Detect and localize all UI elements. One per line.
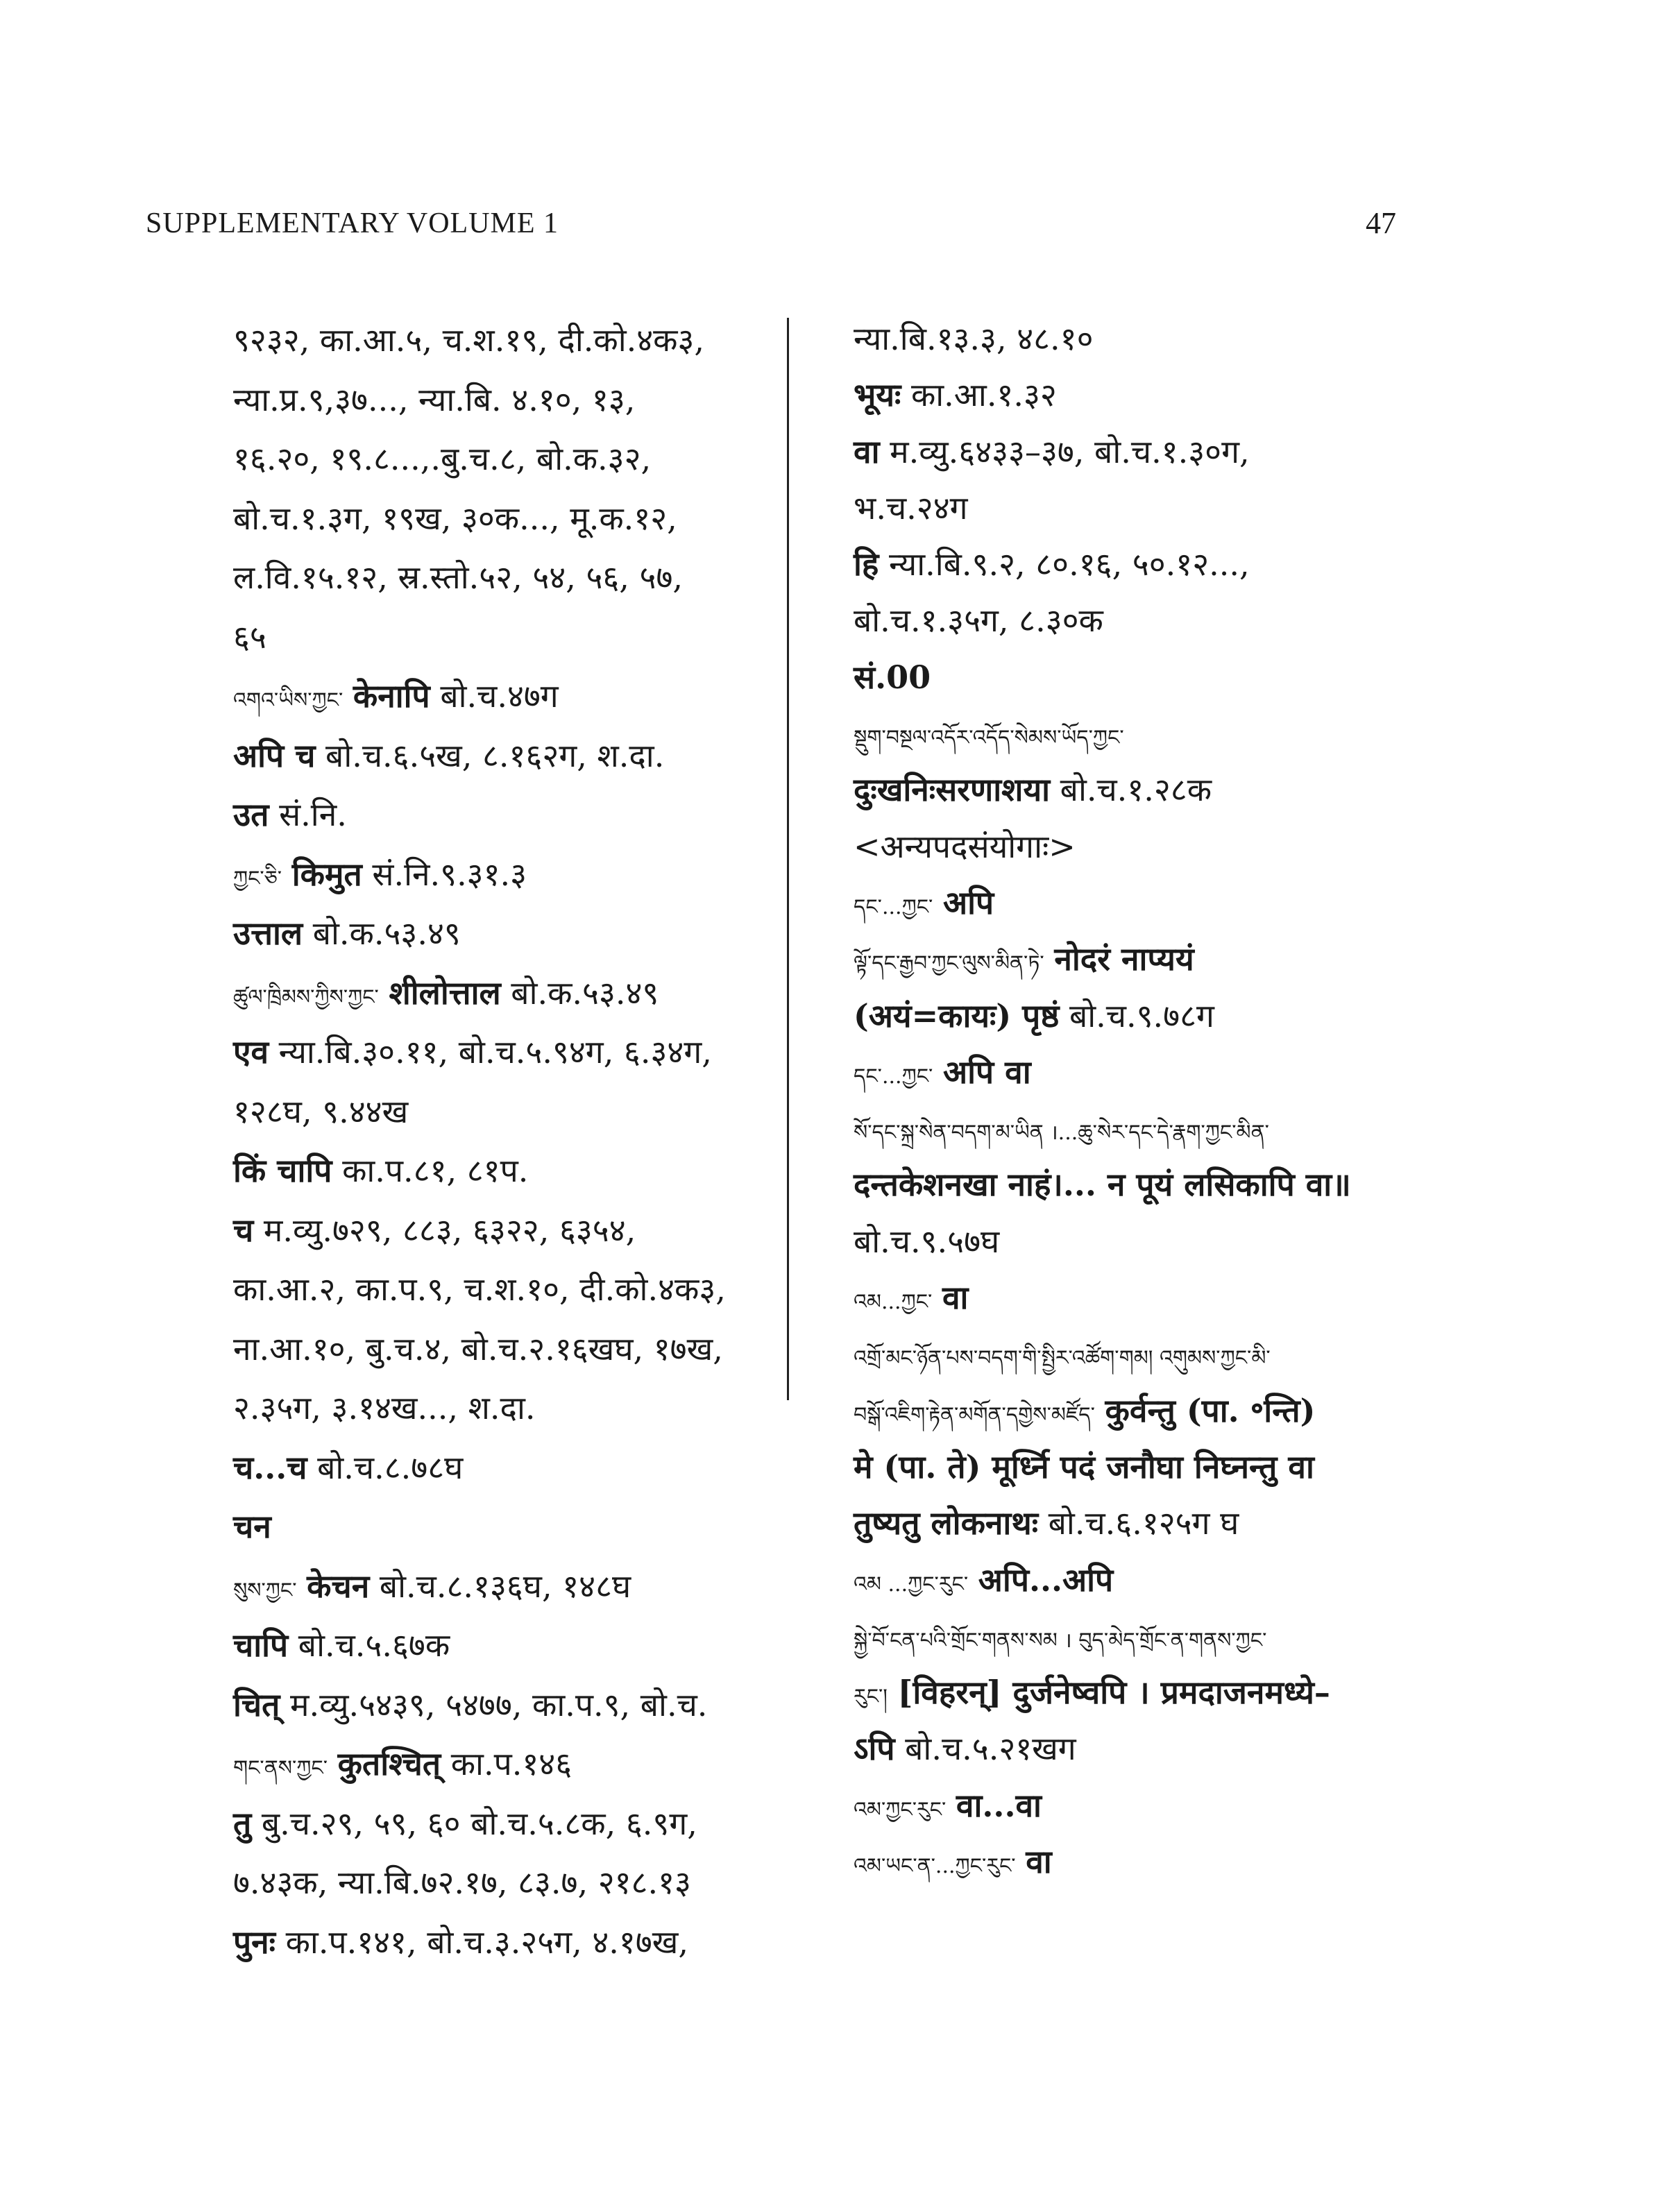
reference: बो.च.९.७८ग xyxy=(1069,996,1214,1035)
reference: न्या.बि.९.२, ८०.१६, ५०.१२..., xyxy=(888,545,1250,584)
entry-line xyxy=(233,1557,774,1617)
entry-line xyxy=(854,311,1464,367)
reference: ९२३२, का.आ.५, च.श.१९, दी.को.४क३, xyxy=(233,321,705,359)
entry-line xyxy=(854,480,1464,536)
headword: उत्ताल xyxy=(233,914,303,952)
reference: बो.च.५.२१खग xyxy=(905,1730,1076,1768)
reference: १२८घ, ९.४४ख xyxy=(233,1092,409,1130)
entry-line xyxy=(233,1616,774,1676)
reference: ना.आ.१०, बु.च.४, बो.च.२.१६खघ, १७ख, xyxy=(233,1329,723,1368)
entry-line xyxy=(233,964,774,1023)
entry-line xyxy=(233,548,774,608)
headword: तु xyxy=(233,1804,252,1842)
entry-line xyxy=(233,1735,774,1794)
headword: चन xyxy=(233,1508,271,1545)
headword: कुतश्चित् xyxy=(337,1745,441,1783)
headword: नोदरं नाप्ययं xyxy=(1054,940,1194,978)
headword: वा...वा xyxy=(956,1786,1042,1824)
tibetan-text: སྐྱེ་བོ་ངན་པའི་གྲོང་གནས་སམ । བུད་མེད་གྲོང་ན་གནས་ཀྱང་ xyxy=(854,1628,1267,1653)
headword: अपि...अपि xyxy=(978,1560,1114,1599)
entry-line xyxy=(233,608,774,667)
reference: बो.च.४७ग xyxy=(440,677,559,715)
running-head: SUPPLEMENTARY VOLUME 1 xyxy=(146,207,559,239)
headword: वा xyxy=(1026,1843,1052,1881)
reference: १६.२०, १९.८...,.बु.च.८, बो.क.३२, xyxy=(233,440,652,477)
reference: बो.च.८.१३६घ, १४८घ xyxy=(379,1567,631,1605)
entry-line xyxy=(854,1439,1464,1495)
headword: पुनः xyxy=(233,1923,275,1961)
reference: न्या.बि.१३.३, ४८.१० xyxy=(854,320,1094,357)
headword: अपि च xyxy=(233,736,316,774)
headword: चित् xyxy=(233,1685,280,1724)
entry-line xyxy=(233,1676,774,1735)
tibetan-text: སྡུག་བསྔལ་འདོར་འདོད་སེམས་ཡོད་ཀྱང་ xyxy=(854,726,1124,751)
entry-line xyxy=(854,1834,1464,1890)
entry-line xyxy=(233,1023,774,1082)
entry-line xyxy=(854,875,1464,931)
tibetan-text: སོ་དང་སྐྲ་སེན་བདག་མ་ཡིན ।...ཆུ་སེར་དང་དེ་རྣག་ཀྱང་མིན་ xyxy=(854,1121,1269,1146)
headword: च...च xyxy=(233,1448,307,1486)
reference: बो.च.६.५ख, ८.१६२ग, श.दा. xyxy=(325,736,665,774)
headword: वा xyxy=(942,1279,969,1317)
entry-line xyxy=(854,1326,1464,1382)
entry-line xyxy=(233,904,774,964)
tibetan-text: རུང་། xyxy=(854,1685,888,1710)
entry-line xyxy=(233,429,774,489)
headword: अपि वा xyxy=(942,1053,1031,1091)
entry-line xyxy=(854,762,1464,818)
reference: ७.४३क, न्या.बि.७२.१७, ८३.७, २१८.१३ xyxy=(233,1864,691,1901)
entry-line xyxy=(854,1157,1464,1213)
entry-line xyxy=(233,1794,774,1854)
entry-line xyxy=(854,1778,1464,1834)
tibetan-text: འམ...ཀྱང་ xyxy=(854,1290,933,1315)
entry-line xyxy=(233,1082,774,1142)
entry-line xyxy=(854,424,1464,480)
headword: किमुत xyxy=(291,855,362,893)
entry-line xyxy=(233,1853,774,1913)
tibetan-text: འགྲོ་མང་ཉོན་པས་བདག་གི་སྤྱིར་འཚོག་གམ། འགུམས་ཀྱང་མི་ xyxy=(854,1346,1271,1371)
entry-line xyxy=(854,1270,1464,1326)
reference: का.आ.२, का.प.९, च.श.१०, दी.को.४क३, xyxy=(233,1270,726,1308)
entry-line xyxy=(233,1913,774,1973)
entry-line xyxy=(854,706,1464,762)
reference: म.व्यु.६४३३–३७, बो.च.१.३०ग, xyxy=(890,432,1250,470)
tibetan-text: འམ་ཡང་ན་...ཀྱང་རུང་ xyxy=(854,1854,1016,1879)
entry-line xyxy=(233,1379,774,1438)
reference: न्या.बि.३०.११, बो.च.५.९४ग, ६.३४ग, xyxy=(278,1033,712,1071)
tibetan-text: འམ ...ཀྱང་རུང་ xyxy=(854,1572,969,1597)
reference: बु.च.२९, ५९, ६० बो.च.५.८क, ६.९ग, xyxy=(261,1804,697,1842)
headword: दुःखनिःसरणाशया xyxy=(854,771,1051,809)
headword: (अयं=कायः) पृष्ठं xyxy=(854,996,1060,1035)
entry-line xyxy=(233,311,774,371)
entry-line xyxy=(233,1201,774,1261)
entry-line xyxy=(854,1383,1464,1439)
entry-line xyxy=(854,819,1464,875)
entry-line xyxy=(854,988,1464,1044)
column-divider xyxy=(787,318,789,1400)
entry-line xyxy=(233,785,774,845)
headword: केनापि xyxy=(353,677,430,715)
headword: किं चापि xyxy=(233,1152,332,1189)
reference: भ.च.२४ग xyxy=(854,488,968,527)
reference: सं.नि. xyxy=(279,796,347,833)
tibetan-text: བསྒོ་འཇིག་རྟེན་མགོན་དགྱེས་མཛོད་ xyxy=(854,1402,1095,1427)
reference: का.आ.१.३२ xyxy=(910,376,1057,414)
headword: अपि xyxy=(942,883,994,921)
tibetan-text: འགའ་ཡིས་ཀྱང་ xyxy=(233,688,343,713)
entry-line xyxy=(854,367,1464,423)
reference: ६५ xyxy=(233,618,266,656)
headword: भूयः xyxy=(854,376,901,414)
headword: सं.00 xyxy=(854,658,931,696)
reference: बो.च.९.५७घ xyxy=(854,1222,1000,1260)
headword: च xyxy=(233,1211,254,1249)
reference: बो.च.१.३ग, १९ख, ३०क..., मू.क.१२, xyxy=(233,499,677,537)
reference: का.प.१४१, बो.च.३.२५ग, ४.१७ख, xyxy=(285,1923,688,1961)
reference: ल.वि.१५.१२, स्र.स्तो.५२, ५४, ५६, ५७, xyxy=(233,559,684,596)
headword: केचन xyxy=(307,1567,370,1605)
reference: न्या.प्र.९,३७..., न्या.बि. ४.१०, १३, xyxy=(233,380,636,418)
entry-line xyxy=(233,1141,774,1201)
tibetan-text: སུས་ཀྱང་ xyxy=(233,1578,297,1603)
headword: शीलोत्ताल xyxy=(389,973,501,1012)
entry-line xyxy=(233,489,774,549)
entry-line xyxy=(854,1214,1464,1270)
reference: <अन्यपदसंयोगाः> xyxy=(854,827,1076,865)
tibetan-text: དང་...ཀྱང་ xyxy=(854,1064,933,1089)
entry-line xyxy=(233,1260,774,1320)
left-column xyxy=(233,311,774,1972)
entry-line xyxy=(854,1495,1464,1551)
headword: वा xyxy=(854,432,880,470)
entry-line xyxy=(233,845,774,905)
headword: कुर्वन्तु (पा. ॰न्ति) xyxy=(1105,1391,1316,1429)
entry-line xyxy=(233,1438,774,1498)
entry-line xyxy=(854,1552,1464,1608)
entry-line xyxy=(854,1608,1464,1665)
tibetan-text: གང་ནས་ཀྱང་ xyxy=(233,1756,328,1780)
reference: सं.नि.९.३१.३ xyxy=(372,855,527,893)
entry-line xyxy=(233,1497,774,1557)
reference: बो.च.८.७८घ xyxy=(317,1448,464,1486)
reference: बो.च.५.६७क xyxy=(298,1626,450,1664)
reference: २.३५ग, ३.१४ख..., श.दा. xyxy=(233,1389,536,1427)
reference: का.प.८१, ८१प. xyxy=(342,1152,529,1189)
headword: दन्तकेशनखा नाहं।... न पूयं लसिकापि वा॥ xyxy=(854,1166,1351,1204)
entry-line xyxy=(854,536,1464,593)
entry-line xyxy=(233,667,774,726)
entry-line xyxy=(854,1044,1464,1100)
reference: बो.च.१.३५ग, ८.३०क xyxy=(854,602,1103,640)
entry-line xyxy=(854,931,1464,987)
headword: चापि xyxy=(233,1626,289,1664)
page-number: 47 xyxy=(1366,206,1396,240)
headword: [विहरन्] दुर्जनेष्वपि । प्रमदाजनमध्ये– xyxy=(897,1674,1330,1712)
tibetan-text: ཀྱང་ཅི་ xyxy=(233,866,282,891)
headword: एव xyxy=(233,1033,269,1071)
entry-line xyxy=(854,649,1464,706)
entry-line xyxy=(233,371,774,430)
reference: बो.क.५३.४९ xyxy=(312,914,461,952)
headword: उत xyxy=(233,796,269,833)
reference: का.प.१४६ xyxy=(450,1745,572,1783)
reference: बो.क.५३.४९ xyxy=(511,973,659,1012)
entry-line xyxy=(233,726,774,786)
headword: तुष्यतु लोकनाथः xyxy=(854,1504,1039,1542)
reference: बो.च.६.१२५ग घ xyxy=(1048,1504,1239,1542)
headword: हि xyxy=(854,545,879,584)
entry-line xyxy=(854,1100,1464,1157)
tibetan-text: དང་...ཀྱང་ xyxy=(854,894,933,919)
tibetan-text: ལྟོ་དང་རྒྱབ་ཀྱང་ལུས་མིན་ཏེ་ xyxy=(854,951,1044,976)
entry-line xyxy=(233,1320,774,1379)
entry-line xyxy=(854,1721,1464,1777)
headword: ऽपि xyxy=(854,1730,895,1768)
reference: म.व्यु.७२९, ८८३, ६३२२, ६३५४, xyxy=(263,1211,636,1249)
headword: मे (पा. ते) मूर्ध्नि पदं जनौघा निघ्नन्तु वा xyxy=(854,1447,1314,1486)
entry-line xyxy=(854,593,1464,649)
reference: बो.च.१.२८क xyxy=(1060,771,1212,809)
reference: म.व्यु.५४३९, ५४७७, का.प.९, बो.च. xyxy=(289,1685,708,1724)
entry-line xyxy=(854,1665,1464,1721)
right-column xyxy=(854,311,1464,1890)
tibetan-text: ཚུལ་ཁྲིམས་ཀྱིས་ཀྱང་ xyxy=(233,985,379,1010)
tibetan-text: འམ་ཀྱང་རུང་ xyxy=(854,1797,947,1822)
